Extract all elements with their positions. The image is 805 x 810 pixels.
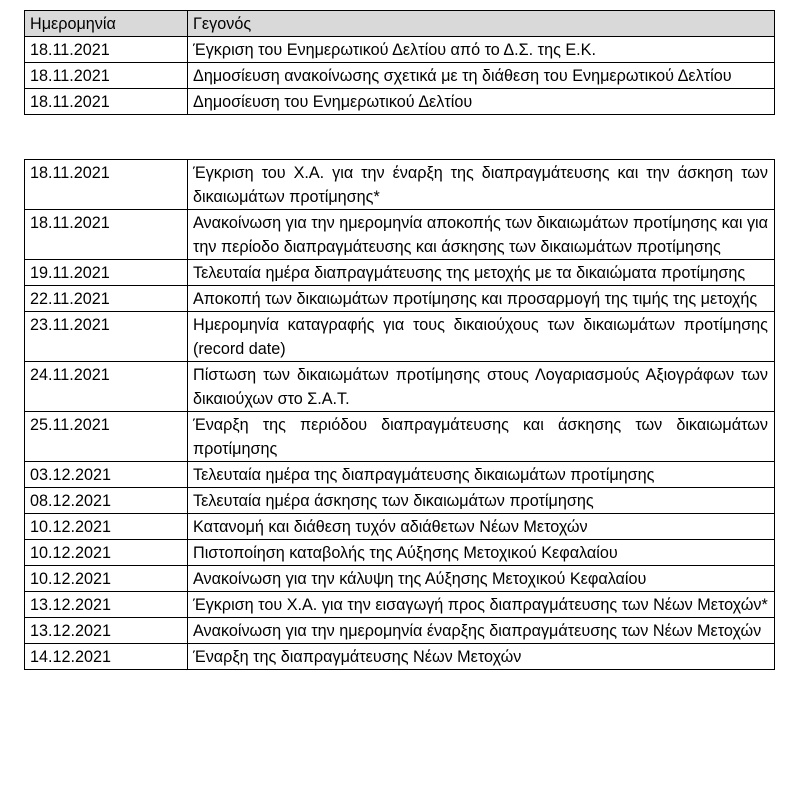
event-cell: Τελευταία ημέρα διαπραγμάτευσης της μετοχής με τα δικαιώματα προτίμησης bbox=[188, 260, 775, 286]
date-cell: 18.11.2021 bbox=[25, 89, 188, 115]
event-cell: Δημοσίευση του Ενημερωτικού Δελτίου bbox=[188, 89, 775, 115]
header-row bbox=[25, 11, 775, 37]
table-row bbox=[25, 63, 775, 89]
event-cell: Ανακοίνωση για την ημερομηνία έναρξης διαπραγμάτευσης των Νέων Μετοχών bbox=[188, 618, 775, 644]
date-cell: 10.12.2021 bbox=[25, 566, 188, 592]
date-cell: 18.11.2021 bbox=[25, 63, 188, 89]
table-row bbox=[25, 566, 775, 592]
date-cell: 18.11.2021 bbox=[25, 210, 188, 260]
event-cell: Έγκριση του Χ.Α. για την έναρξη της διαπραγμάτευσης και την άσκηση των δικαιωμάτων προτίμησης* bbox=[188, 160, 775, 210]
table-row bbox=[25, 488, 775, 514]
event-cell: Έναρξη της περιόδου διαπραγμάτευσης και άσκησης των δικαιωμάτων προτίμησης bbox=[188, 412, 775, 462]
table-row bbox=[25, 160, 775, 210]
event-cell: Ανακοίνωση για την κάλυψη της Αύξησης Μετοχικού Κεφαλαίου bbox=[188, 566, 775, 592]
date-cell: 13.12.2021 bbox=[25, 618, 188, 644]
table-row bbox=[25, 592, 775, 618]
timetable-top bbox=[24, 10, 775, 115]
event-cell: Αποκοπή των δικαιωμάτων προτίμησης και προσαρμογή της τιμής της μετοχής bbox=[188, 286, 775, 312]
table-row bbox=[25, 286, 775, 312]
table-row bbox=[25, 462, 775, 488]
date-cell: 18.11.2021 bbox=[25, 160, 188, 210]
date-cell: 22.11.2021 bbox=[25, 286, 188, 312]
date-cell: 18.11.2021 bbox=[25, 37, 188, 63]
table-row bbox=[25, 89, 775, 115]
event-cell: Ημερομηνία καταγραφής για τους δικαιούχους των δικαιωμάτων προτίμησης (record date) bbox=[188, 312, 775, 362]
table-row bbox=[25, 412, 775, 462]
header-event: Γεγονός bbox=[188, 11, 775, 37]
date-cell: 14.12.2021 bbox=[25, 644, 188, 670]
event-cell: Έγκριση του Χ.Α. για την εισαγωγή προς διαπραγμάτευσης των Νέων Μετοχών* bbox=[188, 592, 775, 618]
table-row bbox=[25, 362, 775, 412]
event-cell: Πίστωση των δικαιωμάτων προτίμησης στους Λογαριασμούς Αξιογράφων των δικαιούχων στο Σ.Α.Τ. bbox=[188, 362, 775, 412]
date-cell: 24.11.2021 bbox=[25, 362, 188, 412]
event-cell: Δημοσίευση ανακοίνωσης σχετικά με τη διάθεση του Ενημερωτικού Δελτίου bbox=[188, 63, 775, 89]
timetable-bottom bbox=[24, 159, 775, 670]
event-cell: Τελευταία ημέρα της διαπραγμάτευσης δικαιωμάτων προτίμησης bbox=[188, 462, 775, 488]
event-cell: Έγκριση του Ενημερωτικού Δελτίου από το Δ.Σ. της Ε.Κ. bbox=[188, 37, 775, 63]
event-cell: Ανακοίνωση για την ημερομηνία αποκοπής των δικαιωμάτων προτίμησης και για την περίοδο διαπραγμάτευσης και άσκησης των δικαιωμάτων προτίμησης bbox=[188, 210, 775, 260]
table-row bbox=[25, 260, 775, 286]
date-cell: 10.12.2021 bbox=[25, 514, 188, 540]
date-cell: 19.11.2021 bbox=[25, 260, 188, 286]
header-date: Ημερομηνία bbox=[25, 11, 188, 37]
table-row bbox=[25, 210, 775, 260]
date-cell: 08.12.2021 bbox=[25, 488, 188, 514]
event-cell: Πιστοποίηση καταβολής της Αύξησης Μετοχικού Κεφαλαίου bbox=[188, 540, 775, 566]
table-row bbox=[25, 37, 775, 63]
date-cell: 13.12.2021 bbox=[25, 592, 188, 618]
table-row bbox=[25, 312, 775, 362]
table-row bbox=[25, 618, 775, 644]
date-cell: 10.12.2021 bbox=[25, 540, 188, 566]
table-row bbox=[25, 540, 775, 566]
event-cell: Τελευταία ημέρα άσκησης των δικαιωμάτων προτίμησης bbox=[188, 488, 775, 514]
date-cell: 23.11.2021 bbox=[25, 312, 188, 362]
table-row bbox=[25, 514, 775, 540]
date-cell: 03.12.2021 bbox=[25, 462, 188, 488]
date-cell: 25.11.2021 bbox=[25, 412, 188, 462]
table-row bbox=[25, 644, 775, 670]
event-cell: Έναρξη της διαπραγμάτευσης Νέων Μετοχών bbox=[188, 644, 775, 670]
event-cell: Κατανομή και διάθεση τυχόν αδιάθετων Νέων Μετοχών bbox=[188, 514, 775, 540]
